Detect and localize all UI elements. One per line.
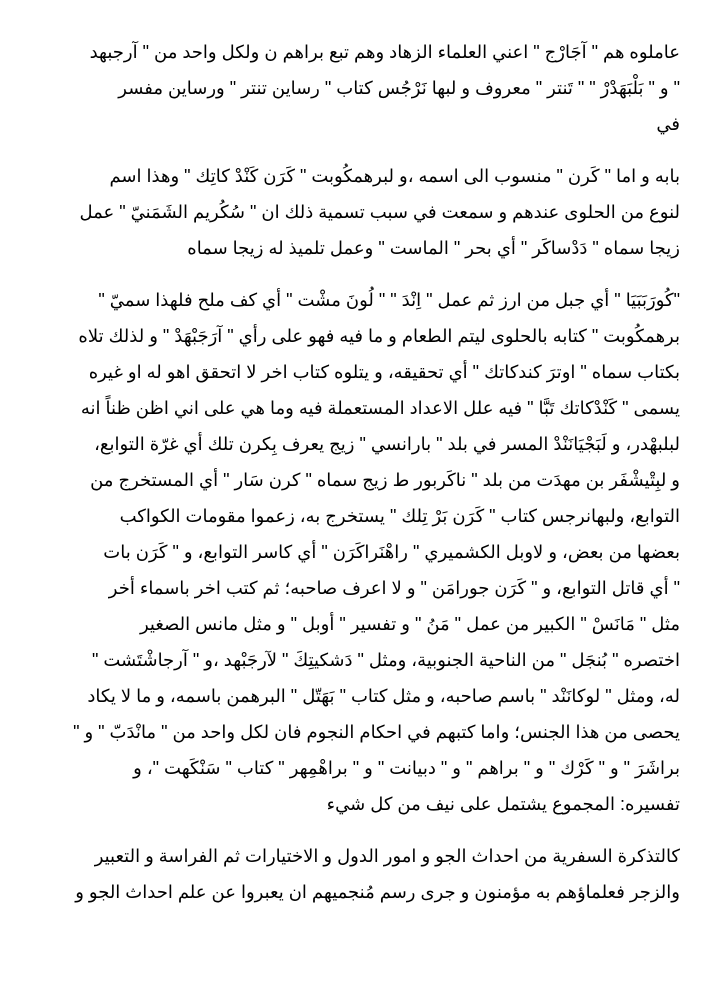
text-line: والزجر فعلماؤهم به مؤمنون و جرى رسم مُنجميهم ان يعبروا عن علم احداث الجو و — [75, 882, 680, 902]
text-line: يحصى من هذا الجنس؛ واما كتبهم في احكام النجوم فان لكل واحد من " مانْدَبّ " و " — [73, 722, 680, 742]
text-line: له، ومثل " لوكانَنْد " باسم صاحبه، و مثل كتاب " بَهَتّل " البرهمن باسمه، و ما لا يكاد — [87, 686, 680, 706]
text-line: و لبِتْيشْفَر بن مهدَت من بلد " ناكَربور ط زيج سماه " كرن سَار " أي المستخرج من — [90, 470, 680, 490]
paragraph-1 — [40, 34, 680, 142]
paragraph-4 — [40, 838, 680, 910]
text-line: مثل " مَانَسْ " الكبير من عمل " مَنُ " و تفسير " أوبل " و مثل مانس الصغير — [139, 614, 680, 634]
text-line: زيجا سماه " دَدْساكَر " أي بحر " الماست " وعمل تلميذ له زيجا سماه — [187, 238, 680, 258]
text-line: لنوع من الحلوى عندهم و سمعت في سبب تسمية ذلك ان " سُكُريم الشَمَنيّ " عمل — [79, 202, 680, 222]
text-line: لبلبهْدر، و لَبَجْيَانَنْدْ المسر في بلد " بارانسي " زيج يعرف بِكرن تلك أي غرّة التوابع، — [94, 434, 680, 454]
text-line: التوابع، ولبهانرجس كتاب " كَرَن بَرْ تِلك " يستخرج به، زعموا مقومات الكواكب — [119, 506, 680, 526]
text-line: اختصره " بُنجَل " من الناحية الجنوبية، ومثل " دَشكيتِكَ " لآرجَبْهد ،و " آرجاشْتَشت " — [91, 650, 680, 670]
text-line: يسمى " كَنْدْكاتك تَبَّا " فيه علل الاعداد المستعملة فيه وما هي على اني اظن ظناً انه — [80, 398, 680, 418]
text-line: عاملوه هم " آجَارْج " اعني العلماء الزهاد وهم تبع براهم ن ولكل واحد من " آرجبهد — [89, 42, 680, 62]
text-line: تفسيره: المجموع يشتمل على نيف من كل شيء — [326, 794, 680, 814]
text-line: براشَرَ " و " كَرْك " و " براهم " و " دبيانت " و " براهْمِهر " كتاب " سَنْكَهت "، و — [133, 758, 680, 778]
paragraph-3 — [40, 282, 680, 822]
text-line: بكتاب سماه " اوترَ كندكاتك " أي تحقيقه، و يتلوه كتاب اخر لا اتحقق اهو له او غيره — [88, 362, 680, 382]
text-line: بابه و اما " كَرن " منسوب الى اسمه ،و لبرهمكُوبت " كَرَن كَنْدْ كاتِك " وهذا اسم — [109, 166, 680, 186]
text-line: "كُورَبَبَيَا " أي جبل من ارز ثم عمل " اِنْدَ " " لُونَ مشْت " أي كف ملح فلهذا سميّ " — [98, 290, 680, 310]
text-line: بعضها من بعض، و لاوبل الكشميري " راهْنَراكَرَن " أي كاسر التوابع، و " كَرَن بات — [103, 542, 680, 562]
text-line: " أي قاتل التوابع، و " كَرَن جورامَن " و لا اعرف صاحبه؛ ثم كتب اخر باسماء أخر — [108, 578, 680, 598]
text-line: برهمكُوبت " كتابه بالحلوى ليتم الطعام و ما فيه فهو على رأي " آرَجَبْهَدْ " و لذلك تلاه — [78, 326, 680, 346]
paragraph-2 — [40, 158, 680, 266]
text-line: كالتذكرة السفرية من احداث الجو و امور الدول و الاختيارات ثم الفراسة و التعبير — [94, 846, 680, 866]
text-line: في — [656, 114, 680, 134]
text-line: " و " بَلْبَهَدْرْ " " تَنتر " معروف و لبها نَرْجُس كتاب " رساين تنتر " ورساين مفسر — [118, 78, 680, 98]
